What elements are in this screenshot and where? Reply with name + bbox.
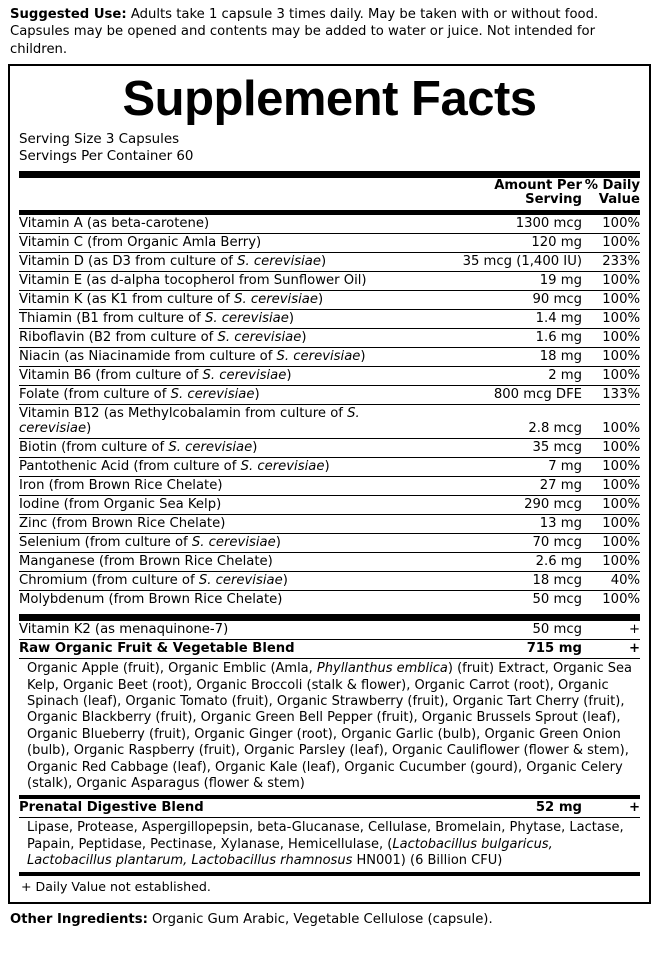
suggested-use-text: Adults take 1 capsule 3 times daily. May be taken with or without food. Capsules may be opened and contents may be added to water or juice. Not intended for children. (10, 7, 599, 57)
nutrient-amount: 2 mg (432, 367, 582, 386)
header-daily-value (582, 178, 640, 211)
nutrient-name: Iron (from Brown Rice Chelate) (19, 477, 432, 496)
blend-table (19, 621, 640, 658)
nutrient-dv: 100% (582, 496, 640, 515)
other-ingredients-label: Other Ingredients: (10, 912, 148, 928)
nutrient-dv: 100% (582, 534, 640, 553)
nutrient-amount: 18 mcg (432, 572, 582, 591)
table-row (19, 367, 640, 386)
nutrient-amount: 2.6 mg (432, 553, 582, 572)
nutrient-amount: 70 mcg (432, 534, 582, 553)
nutrient-dv: 100% (582, 439, 640, 458)
table-row (19, 515, 640, 534)
nutrient-name: Vitamin E (as d-alpha tocopherol from Sunflower Oil) (19, 272, 432, 291)
nutrient-name: Iodine (from Organic Sea Kelp) (19, 496, 432, 515)
table-row (19, 458, 640, 477)
nutrient-dv: 40% (582, 572, 640, 591)
table-row (19, 386, 640, 405)
header-dv-line2: Value (598, 192, 640, 208)
table-row (19, 621, 640, 640)
daily-value-footnote: + Daily Value not established. (21, 879, 211, 895)
nutrient-amount: 13 mg (432, 515, 582, 534)
nutrient-dv: + (582, 621, 640, 640)
nutrient-dv: 100% (582, 215, 640, 234)
table-row (19, 591, 640, 610)
table-row (19, 496, 640, 515)
blend-description-digestive: Lipase, Protease, Aspergillopepsin, beta-Glucanase, Cellulase, Bromelain, Phytase, Lactase, Papain, Peptidase, Pectinase, Xylanase, Hemicellulase, (Lactobacillus bulgaricus, Lactobacillus plantarum, Lactobacillus rhamnosus HN001) (6 Billion CFU) (27, 820, 624, 869)
nutrient-name: Vitamin B6 (from culture of S. cerevisiae) (19, 367, 432, 386)
nutrient-amount: 1300 mcg (432, 215, 582, 234)
table-row (19, 310, 640, 329)
nutrient-name: Vitamin C (from Organic Amla Berry) (19, 234, 432, 253)
nutrient-dv: 100% (582, 405, 640, 439)
nutrient-dv: 233% (582, 253, 640, 272)
table-row (19, 553, 640, 572)
nutrient-dv: 100% (582, 310, 640, 329)
table-row-blend-header (19, 640, 640, 659)
nutrient-amount: 1.6 mg (432, 329, 582, 348)
blend-amount-fruit-veg: 715 mg (526, 641, 582, 657)
nutrient-dv: 100% (582, 272, 640, 291)
nutrient-amount: 50 mcg (432, 621, 582, 640)
blend-dv-digestive: + (628, 800, 640, 816)
nutrient-table (19, 215, 640, 609)
nutrient-name: Vitamin K (as K1 from culture of S. cerevisiae) (19, 291, 432, 310)
nutrient-dv: 100% (582, 367, 640, 386)
suggested-use-paragraph (10, 6, 649, 58)
nutrient-name: Vitamin A (as beta-carotene) (19, 215, 432, 234)
nutrient-amount: 2.8 mcg (432, 405, 582, 439)
serving-size: Serving Size 3 Capsules (19, 132, 180, 148)
nutrient-name: Vitamin K2 (as menaquinone-7) (19, 621, 432, 640)
nutrient-amount: 1.4 mg (432, 310, 582, 329)
nutrient-name: Chromium (from culture of S. cerevisiae) (19, 572, 432, 591)
table-row (19, 215, 640, 234)
table-row-blend-header (19, 799, 640, 817)
nutrient-dv: 133% (582, 386, 640, 405)
nutrient-amount: 35 mcg (432, 439, 582, 458)
nutrient-name: Thiamin (B1 from culture of S. cerevisiae) (19, 310, 432, 329)
nutrient-name: Vitamin B12 (as Methylcobalamin from culture of S. cerevisiae) (19, 405, 432, 439)
nutrient-dv: 100% (602, 592, 640, 608)
nutrient-amount: 50 mcg (532, 592, 582, 608)
nutrient-amount: 19 mg (432, 272, 582, 291)
table-row (19, 405, 640, 439)
divider-thick-top (19, 171, 640, 178)
blend-amount-digestive: 52 mg (535, 800, 582, 816)
blend-name-digestive: Prenatal Digestive Blend (19, 800, 204, 816)
servings-per-container: Servings Per Container 60 (19, 148, 194, 164)
nutrient-rows (19, 215, 640, 609)
nutrient-dv: 100% (582, 477, 640, 496)
nutrient-amount: 120 mg (432, 234, 582, 253)
nutrient-name: Riboflavin (B2 from culture of S. cerevisiae) (19, 329, 432, 348)
blend-dv-fruit-veg: + (628, 641, 640, 657)
other-ingredients-paragraph (10, 911, 649, 928)
table-row (19, 291, 640, 310)
nutrient-name: Zinc (from Brown Rice Chelate) (19, 515, 432, 534)
nutrient-name: Vitamin D (as D3 from culture of S. cerevisiae) (19, 253, 432, 272)
table-row (19, 572, 640, 591)
nutrient-dv: 100% (582, 458, 640, 477)
table-header-row (19, 178, 640, 211)
nutrient-dv: 100% (582, 515, 640, 534)
facts-header-table (19, 178, 640, 212)
nutrient-name: Pantothenic Acid (from culture of S. cerevisiae) (19, 458, 432, 477)
nutrient-name: Niacin (as Niacinamide from culture of S. cerevisiae) (19, 348, 432, 367)
table-row (19, 329, 640, 348)
nutrient-dv: 100% (582, 348, 640, 367)
blend-name-fruit-veg: Raw Organic Fruit & Vegetable Blend (19, 641, 295, 657)
table-row (19, 477, 640, 496)
nutrient-name: Biotin (from culture of S. cerevisiae) (19, 439, 432, 458)
table-row (19, 234, 640, 253)
header-amount-line1: Amount Per (494, 177, 582, 193)
table-row (19, 534, 640, 553)
nutrient-amount: 7 mg (432, 458, 582, 477)
nutrient-amount: 290 mcg (432, 496, 582, 515)
table-row (19, 253, 640, 272)
nutrient-amount: 35 mcg (1,400 IU) (432, 253, 582, 272)
nutrient-name: Selenium (from culture of S. cerevisiae) (19, 534, 432, 553)
suggested-use-label: Suggested Use: (10, 7, 127, 22)
nutrient-amount: 27 mg (432, 477, 582, 496)
nutrient-dv: 100% (582, 291, 640, 310)
other-ingredients-text: Organic Gum Arabic, Vegetable Cellulose (capsule). (147, 912, 493, 928)
nutrient-dv: 100% (582, 553, 640, 572)
header-dv-line1: % Daily (584, 177, 640, 193)
supplement-facts-panel (8, 64, 651, 904)
blend-rows (19, 621, 640, 658)
nutrient-dv: 100% (582, 234, 640, 253)
divider-thick-middle (19, 614, 640, 621)
nutrient-name: Molybdenum (from Brown Rice Chelate) (19, 592, 283, 608)
nutrient-amount: 90 mcg (432, 291, 582, 310)
table-row (19, 348, 640, 367)
header-amount-per-serving (432, 178, 582, 211)
digestive-blend-table (19, 799, 640, 817)
panel-title: Supplement Facts (122, 72, 537, 127)
table-row (19, 439, 640, 458)
nutrient-amount: 18 mg (432, 348, 582, 367)
nutrient-amount: 800 mcg DFE (432, 386, 582, 405)
table-row (19, 272, 640, 291)
header-amount-line2: Serving (525, 192, 582, 208)
nutrient-dv: 100% (582, 329, 640, 348)
blend-description-fruit-veg: Organic Apple (fruit), Organic Emblic (Amla, Phyllanthus emblica) (fruit) Extract, Organic Sea Kelp, Organic Beet (root), Organic Broccoli (stalk & flower), Organic Carrot (root), Organic Spinach (leaf), Organic Tomato (fruit), Organic Strawberry (fruit), Organic Tart Cherry (fruit), Organic Blackberry (fruit), Organic Green Bell Pepper (fruit), Organic Brussels Sprout (leaf), Organic Blueberry (fruit), Organic Ginger (root), Organic Garlic (bulb), Organic Green Onion (bulb), Organic Raspberry (fruit), Organic Parsley (leaf), Organic Cauliflower (flower & stem), Organic Red Cabbage (leaf), Organic Kale (leaf), Organic Cucumber (gourd), Organic Celery (stalk), Organic Asparagus (flower & stem) (27, 661, 632, 791)
nutrient-name: Manganese (from Brown Rice Chelate) (19, 553, 432, 572)
header-blank (19, 178, 432, 211)
nutrient-name: Folate (from culture of S. cerevisiae) (19, 386, 432, 405)
